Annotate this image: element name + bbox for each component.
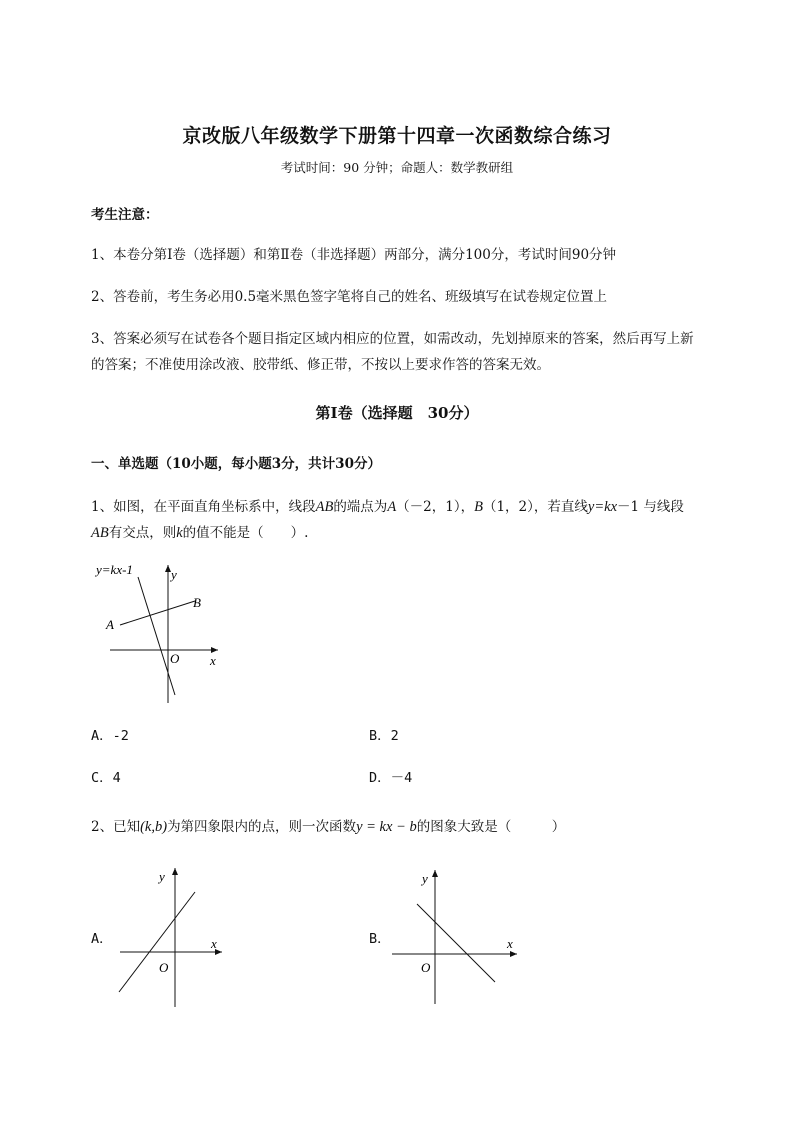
part-heading: 一、单选题（10小题，每小题3分，共计30分） — [91, 456, 381, 472]
q1-x-label: x — [210, 653, 216, 668]
q1-segment: AB — [91, 525, 109, 541]
note-item-2: 2、答卷前，考生务必用0.5毫米黑色签字笔将自己的姓名、班级填写在试卷规定位置上 — [91, 289, 608, 305]
q2-function: y = kx − b — [356, 819, 417, 835]
q1-line-expr: y=kx — [587, 499, 617, 515]
notes-heading: 考生注意： — [91, 207, 159, 223]
q1-segment-ab — [120, 601, 195, 625]
q1-option-c[interactable]: C．4 — [91, 770, 121, 786]
q1-line-kx — [138, 577, 175, 695]
q2a-o-label: O — [159, 960, 169, 975]
exam-info: 考试时间：90 分钟；命题人：数学教研组 — [280, 160, 514, 175]
q2a-y-label: y — [159, 869, 165, 884]
q2-option-a-label[interactable]: A． — [91, 931, 113, 947]
q2-option-b-label[interactable]: B． — [369, 931, 391, 947]
q1-text: 的值不能是（ ）. — [182, 525, 309, 541]
q2-option-b-graph[interactable] — [385, 862, 525, 1012]
q1-point-a: A — [387, 499, 397, 515]
q1-segment: AB — [315, 499, 334, 515]
note-item-3: 3、答案必须写在试卷各个题目指定区域内相应的位置，如需改动，先划掉原来的答案，然后再写上新 — [91, 331, 694, 347]
q1-option-d[interactable]: D．－4 — [369, 770, 413, 786]
q1-figure — [90, 555, 240, 705]
q2-stem — [91, 815, 565, 836]
note-item-1: 1、本卷分第Ⅰ卷（选择题）和第Ⅱ卷（非选择题）两部分，满分100分，考试时间90分钟 — [91, 247, 617, 263]
page-title: 京改版八年级数学下册第十四章一次函数综合练习 — [182, 125, 612, 147]
q2-text: 为第四象限内的点，则一次函数 — [167, 819, 357, 835]
q1-stem-line2 — [91, 521, 308, 542]
q1-option-b[interactable]: B．2 — [369, 728, 399, 744]
q1-line-label: y=kx-1 — [96, 562, 133, 577]
q2-text: 的图象大致是（ ） — [416, 819, 566, 835]
q1-text: （1，2），若直线 — [482, 499, 588, 515]
q1-text: 1、如图，在平面直角坐标系中，线段 — [91, 499, 316, 515]
q1-text: －1 与线段 — [617, 499, 684, 515]
q1-k: k — [176, 525, 183, 541]
section-title: 第Ⅰ卷（选择题 30分） — [315, 404, 479, 422]
q1-text: （－2，1）， — [396, 499, 475, 515]
q1-y-label: y — [171, 567, 177, 582]
q2a-x-label: x — [211, 936, 217, 951]
q1-label-b: B — [193, 595, 201, 610]
q1-stem-line1 — [91, 495, 684, 516]
q1-point-b: B — [474, 499, 483, 515]
q1-option-a[interactable]: A．-2 — [91, 728, 129, 744]
q2b-o-label: O — [421, 960, 431, 975]
q2b-x-label: x — [507, 936, 513, 951]
q2-text: 2、已知 — [91, 819, 141, 835]
q2a-line — [119, 892, 195, 992]
q1-text: 有交点，则 — [108, 525, 177, 541]
q1-label-a: A — [106, 617, 114, 632]
q2b-y-label: y — [422, 871, 428, 886]
q1-text: 的端点为 — [333, 499, 388, 515]
q2-option-a-graph[interactable] — [105, 862, 230, 1012]
q1-label-o: O — [170, 651, 180, 666]
q2-point: (k,b) — [140, 819, 168, 835]
note-item-3-cont: 的答案；不准使用涂改液、胶带纸、修正带，不按以上要求作答的答案无效。 — [91, 357, 550, 373]
